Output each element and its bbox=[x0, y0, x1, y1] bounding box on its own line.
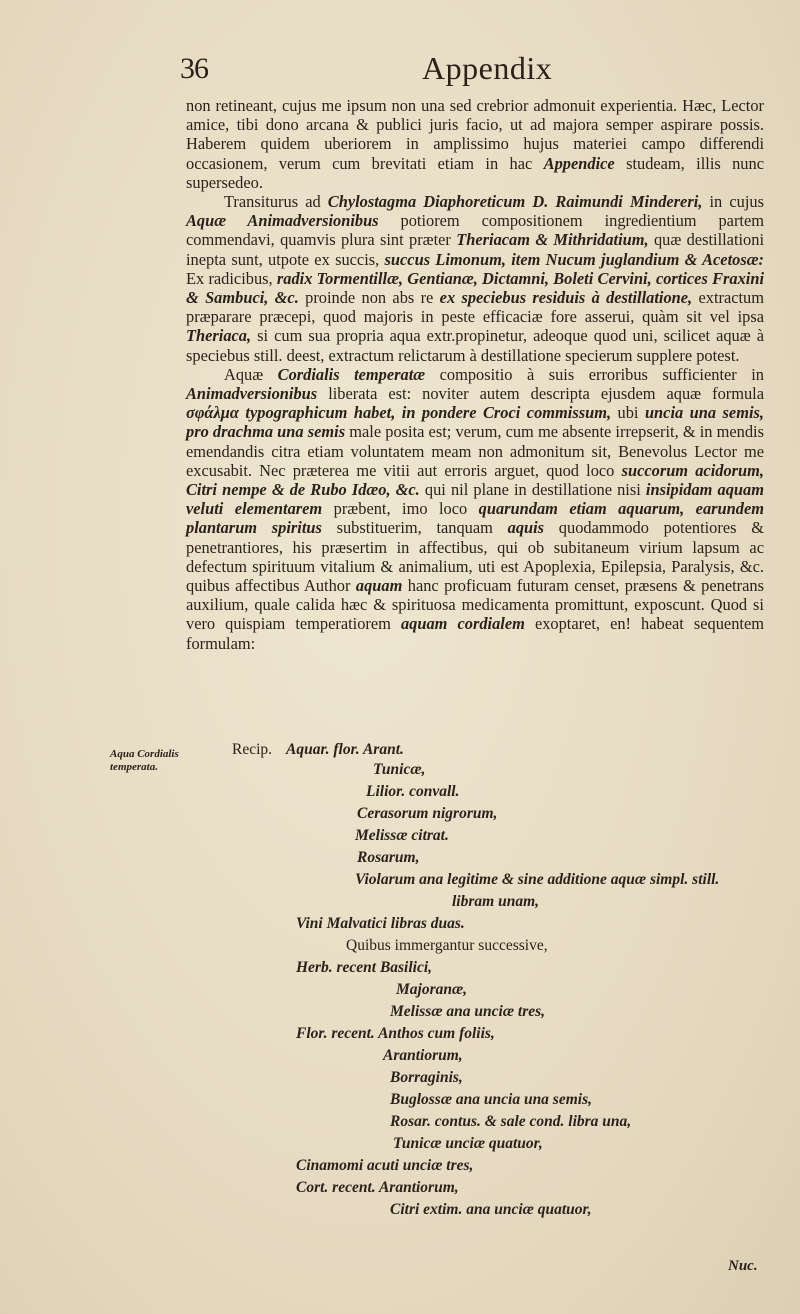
recipe-line: Quibus immergantur successive, bbox=[346, 937, 548, 954]
recipe-line: Cerasorum nigrorum, bbox=[357, 805, 498, 822]
page-number: 36 bbox=[180, 52, 208, 85]
recipe-line: libram unam, bbox=[452, 893, 539, 910]
recipe-line: Flor. recent. Anthos cum foliis, bbox=[296, 1025, 495, 1042]
paragraph-3: Aquæ Cordialis temperatæ compositio à suis erroribus sufficienter in Animadversionibus liberata est: noviter autem descripta ejusdem aquæ formula σφάλμα typographicum habet, in pondere Croci commissum, ubi uncia una semis, pro drachma una semis male posita est; verum, cum me absente irrepserit, & in mendis emendandis citra etiam voluntatem meam non admonitum sit, Benevolus Lector me excusabit. Nec præterea me vitii aut erroris arguet, quod loco succorum acidorum, Citri nempe & de Rubo Idæo, &c. qui nil plane in destillatione nisi insipidam aquam veluti elementarem præbent, imo loco quarundam etiam aquarum, earundem plantarum spiritus substituerim, tanquam aquis quodammodo potentiores & penetrantiores, his præsertim in affectibus, qui ob subitaneum virium lapsum ac defectum spirituum vitalium & animalium, uti est Apoplexia, Epilepsia, Paralysis, &c. quibus affectibus Author aquam hanc proficuam futuram censet, præsens & penetrans auxilium, quale calida hæc & spirituosa medicamenta promittunt, exposcunt. Quod si vero quispiam temperatiorem aquam cordialem exoptaret, en! habeat sequentem formulam: bbox=[186, 364, 764, 653]
recipe-line: Buglossæ ana uncia una semis, bbox=[390, 1091, 592, 1108]
recipe-recip: Recip. bbox=[232, 741, 273, 758]
recipe-line: Arantiorum, bbox=[383, 1047, 463, 1064]
recipe-line: Rosarum, bbox=[357, 849, 420, 866]
recipe-line: Cort. recent. Arantiorum, bbox=[296, 1179, 459, 1196]
recipe-line: Vini Malvatici libras duas. bbox=[296, 915, 465, 932]
catchword: Nuc. bbox=[728, 1258, 758, 1274]
recipe-line: Melissæ ana unciæ tres, bbox=[390, 1003, 546, 1020]
margin-note: Aqua Cordialis temperata. bbox=[110, 748, 179, 773]
recipe-line: Melissæ citrat. bbox=[355, 827, 449, 844]
main-text bbox=[186, 96, 764, 653]
recipe-line: Violarum ana legitime & sine additione aquæ simpl. still. bbox=[355, 871, 720, 888]
recipe-line: Citri extim. ana unciæ quatuor, bbox=[390, 1201, 592, 1218]
recipe-line: Aquar. flor. Arant. bbox=[286, 741, 404, 758]
recipe-line: Herb. recent Basilici, bbox=[296, 959, 433, 976]
recipe-formula bbox=[0, 740, 800, 1280]
paragraph-1: non retineant, cujus me ipsum non una sed crebrior admonuit experientia. Hæc, Lector amice, tibi dono arcana & publici juris facio, ut ad majora semper aspirare possis. Haberem quidem uberiorem in amplissimo hujus materiei campo differendi occasionem, verum cum brevitati etiam in hac Appendice studeam, illis nunc supersedeo. bbox=[186, 96, 764, 192]
page-header bbox=[180, 50, 580, 94]
recipe-line: Majoranæ, bbox=[396, 981, 468, 998]
recipe-line: Cinamomi acuti unciæ tres, bbox=[296, 1157, 474, 1174]
recipe-line: Borraginis, bbox=[390, 1069, 463, 1086]
recipe-line: Tunicæ, bbox=[373, 761, 426, 778]
paragraph-2: Transiturus ad Chylostagma Diaphoreticum D. Raimundi Mindereri, in cujus Aquæ Animadversionibus potiorem compositionem ingredientium partem commendavi, quamvis plura sint præter Theriacam & Mithridatium, quæ destillationi inepta sunt, utpote ex succis, succus Limonum, item Nucum juglandium & Acetosæ: Ex radicibus, radix Tormentillæ, Gentianæ, Dictamni, Boleti Cervini, cortices Fraxini & Sambuci, &c. proinde non abs re ex speciebus residuis à destillatione, extractum præparare præcepi, quod majoris in peste efficaciæ fore asserui, quàm sit vel ipsa Theriaca, si cum sua propria aqua extr.propinetur, adeoque quod uni, scilicet aquæ à speciebus still. deest, extractum relictarum à destillatione specierum supplere potest. bbox=[186, 192, 765, 365]
running-title: Appendix bbox=[422, 50, 553, 86]
recipe-line: Lilior. convall. bbox=[366, 783, 460, 800]
recipe-line: Tunicæ unciæ quatuor, bbox=[393, 1135, 543, 1152]
recipe-line: Rosar. contus. & sale cond. libra una, bbox=[390, 1113, 632, 1130]
